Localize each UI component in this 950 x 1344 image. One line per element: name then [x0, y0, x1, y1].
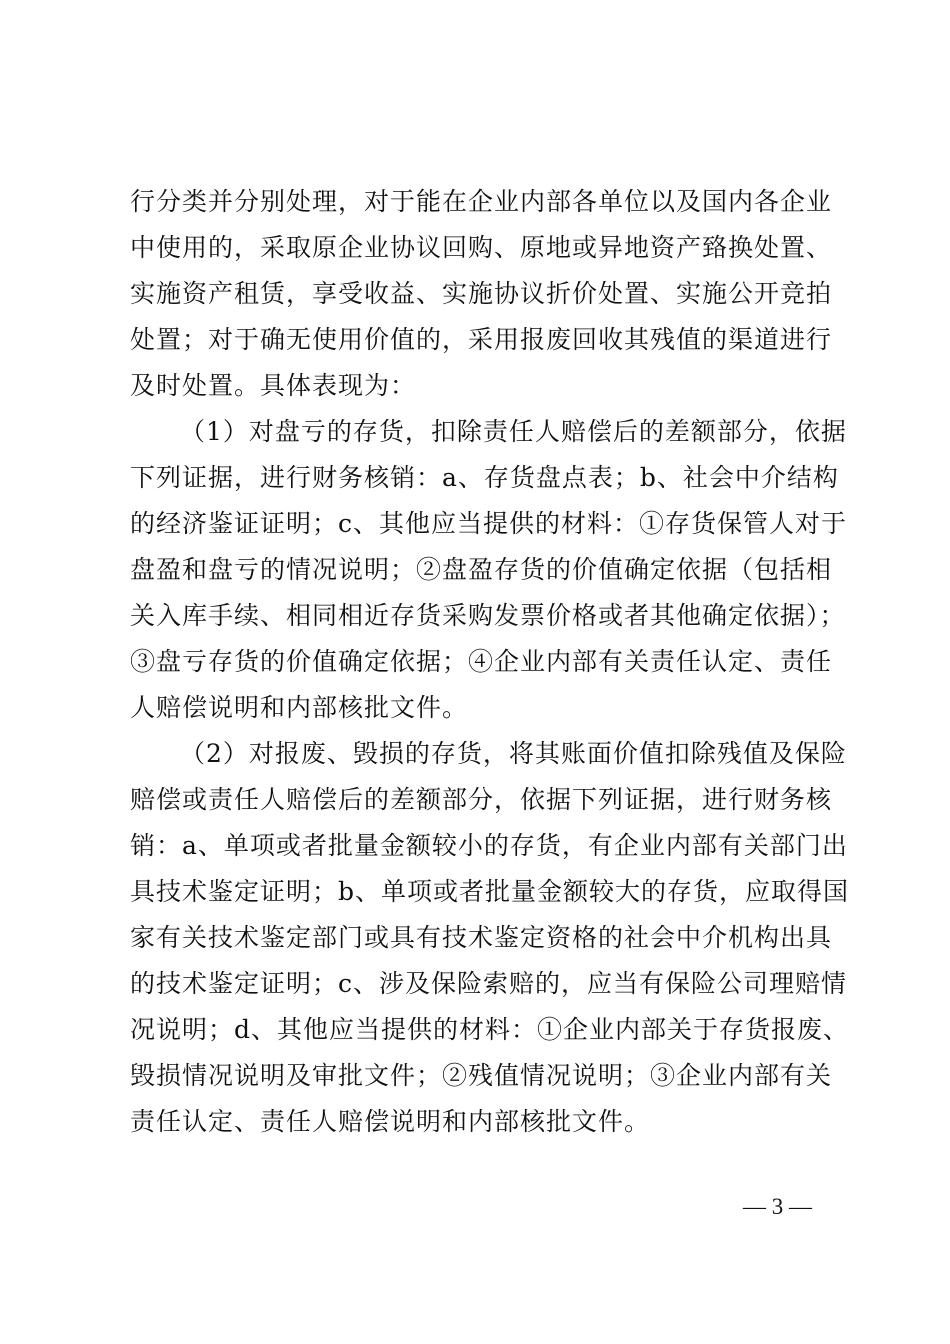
- text-line-9: 盘盈和盘亏的情况说明；②盘盈存货的价值确定依据（包括相: [130, 555, 833, 584]
- text-line-12: 人赔偿说明和内部核批文件。: [130, 693, 469, 722]
- text-line-1: 行分类并分别处理，对于能在企业内部各单位以及国内各企业: [130, 187, 833, 216]
- text-line-19: 况说明；d、其他应当提供的材料：①企业内部关于存货报废、: [130, 1015, 850, 1044]
- text-line-2: 中使用的，采取原企业协议回购、原地或异地资产臵换处置、: [130, 233, 833, 262]
- text-line-8: 的经济鉴证证明；c、其他应当提供的材料：①存货保管人对于: [130, 509, 848, 538]
- text-line-21: 责任认定、责任人赔偿说明和内部核批文件。: [130, 1107, 651, 1136]
- text-line-17: 家有关技术鉴定部门或具有技术鉴定资格的社会中介机构出具: [130, 923, 833, 952]
- text-line-18: 的技术鉴定证明；c、涉及保险索赔的，应当有保险公司理赔情: [130, 969, 848, 998]
- text-line-5: 及时处置。具体表现为：: [130, 371, 417, 400]
- text-line-16: 具技术鉴定证明；b、单项或者批量金额较大的存货，应取得国: [130, 877, 850, 906]
- paragraph-2-start: （2）对报废、毁损的存货，将其账面价值扣除残值及保险: [180, 739, 847, 768]
- page-number: — 3 —: [743, 1194, 812, 1219]
- text-line-7: 下列证据，进行财务核销：a、存货盘点表；b、社会中介结构: [130, 463, 839, 492]
- text-line-20: 毁损情况说明及审批文件；②残值情况说明；③企业内部有关: [130, 1061, 833, 1090]
- text-line-15: 销：a、单项或者批量金额较小的存货，有企业内部有关部门出: [130, 831, 848, 860]
- text-line-10: 关入库手续、相同相近存货采购发票价格或者其他确定依据）；: [130, 601, 846, 630]
- text-line-3: 实施资产租赁，享受收益、实施协议折价处置、实施公开竞拍: [130, 279, 833, 308]
- paragraph-1-start: （1）对盘亏的存货，扣除责任人赔偿后的差额部分，依据: [180, 417, 847, 446]
- text-line-11: ③盘亏存货的价值确定依据；④企业内部有关责任认定、责任: [130, 647, 833, 676]
- text-line-14: 赔偿或责任人赔偿后的差额部分，依据下列证据，进行财务核: [130, 785, 833, 814]
- text-line-4: 处置；对于确无使用价值的，采用报废回收其残值的渠道进行: [130, 325, 833, 354]
